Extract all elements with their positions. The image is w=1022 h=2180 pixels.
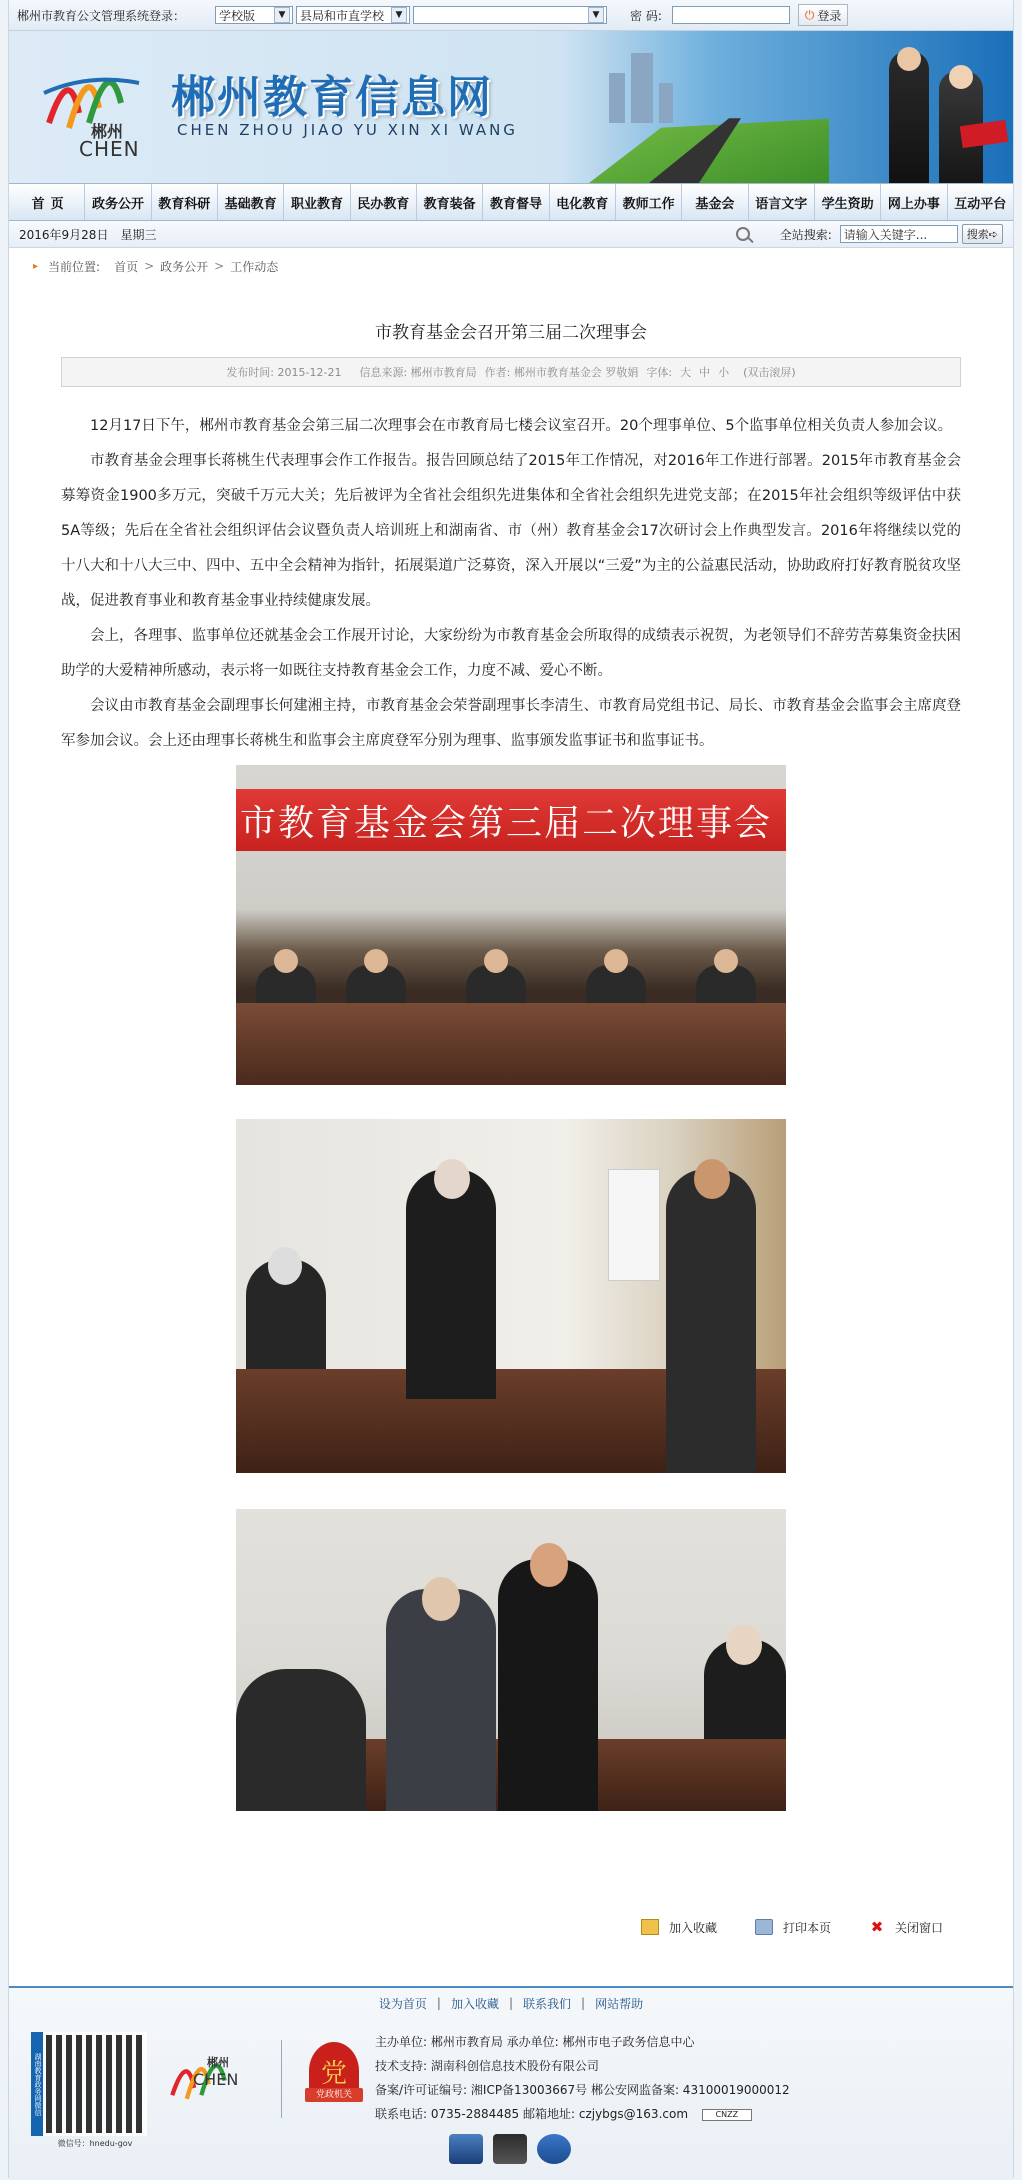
font-large-button[interactable]: 大 bbox=[680, 366, 692, 379]
print-button[interactable] bbox=[755, 1918, 831, 1936]
bullet-icon: ▸ bbox=[33, 260, 39, 272]
article-photo-certificate bbox=[236, 1119, 786, 1473]
main-nav bbox=[9, 183, 1013, 221]
password-input[interactable] bbox=[672, 6, 790, 24]
footer-links bbox=[9, 1988, 1013, 2018]
chevron-down-icon: ▼ bbox=[274, 7, 290, 23]
close-icon: ✖ bbox=[870, 1918, 884, 1936]
nav-item[interactable]: 教育督导 bbox=[483, 184, 549, 220]
font-size-label: 字体: bbox=[646, 366, 673, 379]
footer-link-homepage[interactable]: 设为首页 bbox=[378, 1996, 427, 2011]
login-button[interactable] bbox=[798, 4, 849, 26]
footer-contact-row bbox=[375, 2102, 790, 2126]
article-photo-certificate-2 bbox=[236, 1509, 786, 1811]
footer-link-favorite[interactable]: 加入收藏 bbox=[450, 1996, 499, 2011]
photo-person bbox=[386, 1589, 496, 1811]
page bbox=[8, 0, 1014, 2178]
close-window-button[interactable] bbox=[869, 1918, 943, 1936]
site-title: 郴州教育信息网 bbox=[171, 72, 493, 123]
nav-item[interactable]: 政务公开 bbox=[85, 184, 151, 220]
banner-person bbox=[889, 51, 929, 183]
article-paragraph: 12月17日下午，郴州市教育基金会第三届二次理事会在市教育局七楼会议室召开。20个理事单位、5个监事单位相关负责人参加会议。 bbox=[90, 418, 953, 434]
building-decoration bbox=[631, 53, 653, 123]
police-badge-icon[interactable] bbox=[449, 2134, 483, 2164]
nav-item[interactable]: 基础教育 bbox=[218, 184, 284, 220]
scroll-hint: (双击滚屏) bbox=[743, 366, 796, 379]
footer-badges bbox=[449, 2134, 581, 2164]
current-date: 2016年9月28日 bbox=[19, 227, 109, 242]
divider: | bbox=[508, 1996, 514, 2010]
nav-item[interactable]: 民办教育 bbox=[351, 184, 417, 220]
date-search-bar bbox=[9, 221, 1013, 248]
article-author: 作者: 郴州市教育基金会 罗敬娟 bbox=[484, 366, 639, 379]
article-tools bbox=[9, 1918, 1013, 1936]
article-paragraph: 会议由市教育基金会副理事长何建湘主持，市教育基金会荣誉副理事长李清生、市教育局党组书记、局长、市教育基金会监事会主席庹登军参加会议。会上还由理事长蒋桃生和监事会主席庹登军分别为理事、监事颁发监事证书和监事证书。 bbox=[61, 698, 961, 749]
login-label: 郴州市教育公文管理系统登录： bbox=[17, 8, 186, 23]
footer-host: 主办单位: 郴州市教育局 承办单位: 郴州市电子政务信息中心 bbox=[375, 2035, 695, 2049]
chevron-right-icon: > bbox=[144, 259, 155, 273]
building-decoration bbox=[659, 83, 673, 123]
nav-item[interactable]: 基金会 bbox=[682, 184, 748, 220]
search-input[interactable] bbox=[840, 225, 958, 243]
party-government-caption: 党政机关 bbox=[305, 2088, 363, 2102]
nav-item[interactable]: 职业教育 bbox=[284, 184, 350, 220]
nav-item[interactable]: 语言文字 bbox=[749, 184, 815, 220]
nav-item[interactable]: 教育装备 bbox=[417, 184, 483, 220]
print-label: 打印本页 bbox=[782, 1920, 831, 1935]
divider: | bbox=[436, 1996, 441, 2010]
logo-chen: CHEN bbox=[79, 137, 140, 161]
building-decoration bbox=[609, 73, 625, 123]
chevron-right-icon: > bbox=[214, 259, 225, 273]
party-government-icon[interactable]: 党 bbox=[309, 2042, 359, 2100]
print-icon bbox=[755, 1919, 773, 1935]
article-paragraph: 市教育基金会理事长蒋桃生代表理事会作工作报告。报告回顾总结了2015年工作情况，对2016年工作进行部署。2015年市教育基金会募筹资金1900多万元，突破千万元大关；先后被评为全省社会组织先进集体和全省社会组织先进党支部；在2015年社会组织等级评估中获5A等级；先后在全省社会组织评估会议暨负责人培训班上和湖南省、市（州）教育基金会17次研讨会上作典型发言。2016年将继续以党的十八大和十八大三中、四中、五中全会精神为指针，拓展渠道广泛募资，深入开展以“三爱”为主的公益惠民活动，协助政府打好教育脱贫攻坚战，促进教育事业和教育基金事业持续健康发展。 bbox=[61, 453, 961, 609]
site-footer bbox=[9, 1986, 1013, 2180]
footer-link-help[interactable]: 网站帮助 bbox=[595, 1996, 644, 2011]
nav-item[interactable]: 电化教育 bbox=[550, 184, 616, 220]
meeting-banner: 市教育基金会第三届二次理事会 bbox=[236, 789, 786, 851]
font-small-button[interactable]: 小 bbox=[718, 366, 730, 379]
chevron-down-icon: ▼ bbox=[588, 7, 604, 23]
login-bar bbox=[9, 0, 1013, 31]
breadcrumb bbox=[9, 248, 1013, 284]
footer-contact: 联系电话: 0735-2884485 邮箱地址: czjybgs@163.com bbox=[375, 2107, 689, 2121]
search-placeholder: 请输入关键字... bbox=[843, 227, 928, 242]
school-type-value: 学校版 bbox=[219, 8, 256, 23]
photo-person bbox=[498, 1559, 598, 1811]
article-source: 信息来源: 郴州市教育局 bbox=[359, 366, 477, 379]
favorite-icon bbox=[641, 1919, 659, 1935]
current-weekday: 星期三 bbox=[120, 227, 157, 242]
login-button-label: 登录 bbox=[817, 8, 842, 23]
footer-logo-chen: CHEN bbox=[193, 2070, 239, 2089]
nav-item[interactable]: 学生资助 bbox=[815, 184, 881, 220]
search-button-label: 搜索 bbox=[966, 228, 989, 241]
footer-divider bbox=[281, 2040, 282, 2118]
photo-person bbox=[406, 1169, 496, 1399]
add-favorite-label: 加入收藏 bbox=[668, 1920, 717, 1935]
breadcrumb-label: 当前位置: bbox=[48, 259, 101, 274]
photo-air-conditioner bbox=[608, 1169, 660, 1281]
chevron-down-icon: ▼ bbox=[391, 7, 407, 23]
add-favorite-button[interactable] bbox=[641, 1918, 717, 1936]
footer-logo-city: 郴州 bbox=[207, 2056, 229, 2069]
qr-code-icon bbox=[43, 2032, 147, 2136]
nav-item[interactable]: 互动平台 bbox=[954, 196, 1007, 212]
breadcrumb-item[interactable]: 政务公开 bbox=[160, 259, 209, 274]
qr-caption: 微信号：hnedu-gov bbox=[57, 2139, 133, 2148]
nav-item[interactable]: 教师工作 bbox=[616, 184, 682, 220]
district-value: 县局和市直学校 bbox=[300, 8, 385, 23]
site-banner bbox=[9, 31, 1013, 183]
school-select[interactable] bbox=[413, 6, 607, 24]
footer-link-contact[interactable]: 联系我们 bbox=[523, 1996, 572, 2011]
breadcrumb-home[interactable]: 首页 bbox=[114, 259, 139, 274]
photo-person bbox=[236, 1669, 366, 1811]
nav-item[interactable]: 网上办事 bbox=[881, 184, 947, 220]
school-type-select[interactable] bbox=[215, 6, 293, 24]
article-paragraph: 会上，各理事、监事单位还就基金会工作展开讨论，大家纷纷为市教育基金会所取得的成绩表示祝贺，为老领导们不辞劳苦募集资金扶困助学的大爱精神所感动，表示将一如既往支持教育基金会工作，力度不减、爱心不断。 bbox=[61, 628, 961, 679]
nav-home[interactable]: 首页 bbox=[17, 184, 85, 220]
power-icon: ⏻ bbox=[804, 7, 815, 22]
footer-info bbox=[375, 2030, 790, 2126]
search-icon bbox=[736, 227, 750, 241]
footer-tech: 技术支持: 湖南科创信息技术股份有限公司 bbox=[375, 2059, 599, 2073]
article-photo-meeting bbox=[236, 765, 786, 1085]
network-security-icon[interactable] bbox=[537, 2134, 571, 2164]
cnzz-badge[interactable]: CNZZ bbox=[702, 2109, 752, 2121]
photo-person bbox=[666, 1169, 756, 1473]
footer-record: 备案/许可证编号: 湘ICP备13003667号 郴公安网监备案: 43100019000012 bbox=[375, 2083, 790, 2097]
arrow-icon: ➪ bbox=[988, 227, 998, 241]
district-select[interactable] bbox=[296, 6, 410, 24]
site-pinyin: CHEN ZHOU JIAO YU XIN XI WANG bbox=[177, 121, 518, 139]
nav-item[interactable]: 教育科研 bbox=[152, 184, 218, 220]
article-title: 市教育基金会召开第三届二次理事会 bbox=[375, 323, 647, 343]
cyber-police-icon[interactable] bbox=[493, 2134, 527, 2164]
photo-desk bbox=[236, 1003, 786, 1085]
divider: | bbox=[581, 1996, 586, 2010]
article-meta bbox=[61, 357, 961, 387]
qr-side-label: 湖南教育政务网微信 bbox=[31, 2032, 43, 2136]
password-label: 密 码: bbox=[630, 8, 662, 23]
breadcrumb-item[interactable]: 工作动态 bbox=[230, 259, 279, 274]
publish-time: 发布时间: 2015-12-21 bbox=[226, 366, 342, 379]
logo-city: 郴州 bbox=[91, 122, 124, 141]
close-window-label: 关闭窗口 bbox=[894, 1920, 943, 1935]
article-body bbox=[61, 409, 961, 759]
search-button[interactable] bbox=[962, 224, 1003, 244]
search-label: 全站搜索: bbox=[779, 227, 832, 242]
font-medium-button[interactable]: 中 bbox=[699, 366, 711, 379]
